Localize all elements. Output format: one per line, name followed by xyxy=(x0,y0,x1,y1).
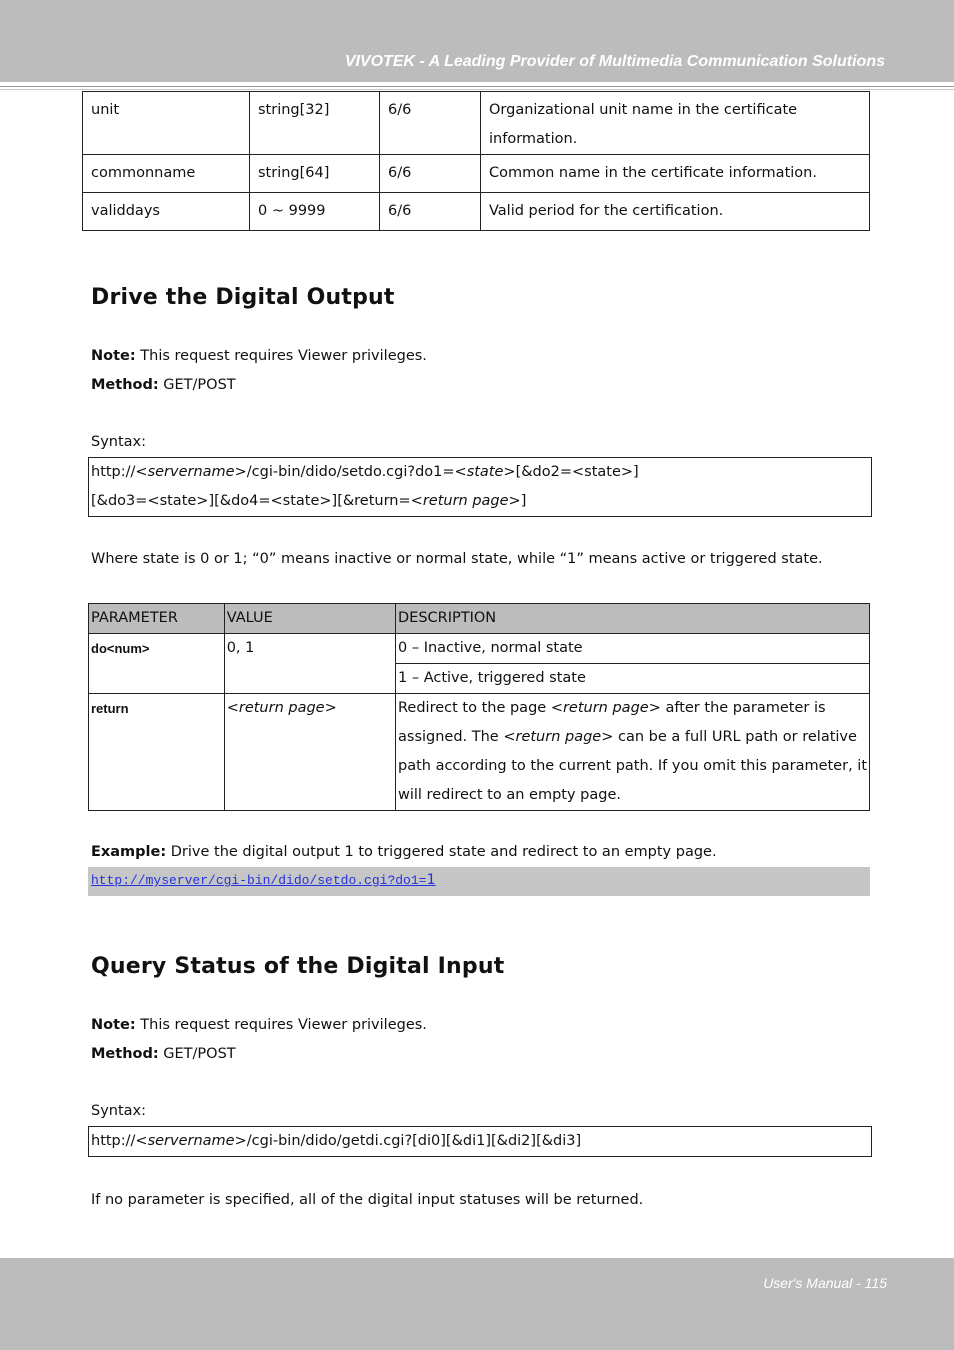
syntax-placeholder: servername xyxy=(147,464,235,480)
syntax-text: [&do3=<state>][&do4=<state>][&return=< xyxy=(91,493,423,509)
desc-line: information. xyxy=(489,131,578,147)
desc-text: path according to the current path. If you omit this parameter, it xyxy=(398,758,867,774)
syntax-text: http://< xyxy=(91,464,148,480)
example-text: Drive the digital output 1 to triggered state and redirect to an empty page. xyxy=(166,844,717,860)
note-label: Note: xyxy=(91,348,136,364)
note-text: This request requires Viewer privileges. xyxy=(135,348,427,364)
param-access: 6/6 xyxy=(380,193,481,231)
table-header-row xyxy=(89,604,870,634)
table-row xyxy=(89,634,870,664)
header-divider-light xyxy=(0,89,954,90)
header-divider xyxy=(0,86,954,87)
header-title: VIVOTEK - A Leading Provider of Multimedia Communication Solutions xyxy=(344,53,885,70)
method-label: Method: xyxy=(91,377,159,393)
note-label: Note: xyxy=(91,1017,136,1033)
syntax-line xyxy=(91,487,871,516)
param-type: string[32] xyxy=(250,92,380,155)
note-text: This request requires Viewer privileges. xyxy=(135,1017,427,1033)
syntax-placeholder: state xyxy=(466,464,504,480)
param-type: string[64] xyxy=(250,155,380,193)
desc-text: will redirect to an empty page. xyxy=(398,787,621,803)
certificate-parameter-table xyxy=(82,91,870,231)
method-text: GET/POST xyxy=(158,377,236,393)
method-line xyxy=(91,377,236,393)
section-heading-drive-output: Drive the Digital Output xyxy=(91,285,395,310)
table-row xyxy=(89,694,870,811)
param-description: 1 – Active, triggered state xyxy=(396,664,870,694)
method-line xyxy=(91,1046,236,1062)
syntax-box xyxy=(88,1126,872,1157)
desc-text: Redirect to the page xyxy=(398,700,551,716)
page-number: User's Manual - 115 xyxy=(763,1275,887,1291)
param-name: return xyxy=(89,694,225,811)
param-value: 0, 1 xyxy=(224,634,395,694)
syntax-text: >/cgi-bin/dido/getdi.cgi?[di0][&di1][&di2][&di3] xyxy=(234,1133,582,1149)
param-description: Common name in the certificate information. xyxy=(481,155,870,193)
example-url-tail: 1 xyxy=(426,872,436,888)
example-url-link[interactable] xyxy=(91,872,436,888)
syntax-label: Syntax: xyxy=(91,1103,147,1119)
desc-text: assigned. The xyxy=(398,729,504,745)
method-text: GET/POST xyxy=(158,1046,236,1062)
example-line xyxy=(91,844,717,860)
param-name: do<num> xyxy=(89,634,225,694)
example-url: http://myserver/cgi-bin/dido/setdo.cgi?do1= xyxy=(91,873,427,888)
param-type: 0 ~ 9999 xyxy=(250,193,380,231)
param-value: <return page> xyxy=(224,694,395,811)
syntax-box xyxy=(88,457,872,517)
desc-line: Organizational unit name in the certificate xyxy=(489,102,798,118)
column-header: PARAMETER xyxy=(89,604,225,634)
example-label: Example: xyxy=(91,844,167,860)
section-heading-query-input: Query Status of the Digital Input xyxy=(91,954,505,979)
param-name: unit xyxy=(83,92,250,155)
note-line xyxy=(91,1017,427,1033)
table-row xyxy=(83,193,870,231)
syntax-label: Syntax: xyxy=(91,434,147,450)
column-header: DESCRIPTION xyxy=(396,604,870,634)
param-access: 6/6 xyxy=(380,92,481,155)
syntax-text: http://< xyxy=(91,1133,148,1149)
default-behavior-note: If no parameter is specified, all of the digital input statuses will be returned. xyxy=(91,1192,644,1208)
desc-text: after the parameter is xyxy=(660,700,826,716)
syntax-placeholder: servername xyxy=(147,1133,235,1149)
desc-text: can be a full URL path or relative xyxy=(613,729,857,745)
param-description xyxy=(481,92,870,155)
syntax-placeholder: return page xyxy=(422,493,509,509)
note-line xyxy=(91,348,427,364)
setdo-parameter-table xyxy=(88,603,870,811)
param-name: validdays xyxy=(83,193,250,231)
param-description: Valid period for the certification. xyxy=(481,193,870,231)
param-description: 0 – Inactive, normal state xyxy=(396,634,870,664)
desc-placeholder: <return page> xyxy=(550,700,661,716)
syntax-line xyxy=(91,458,871,487)
table-row xyxy=(83,92,870,155)
method-label: Method: xyxy=(91,1046,159,1062)
desc-placeholder: <return page> xyxy=(503,729,614,745)
state-explanation: Where state is 0 or 1; “0” means inactive or normal state, while “1” means active or triggered state. xyxy=(91,551,823,567)
syntax-text: >/cgi-bin/dido/setdo.cgi?do1=< xyxy=(234,464,467,480)
param-access: 6/6 xyxy=(380,155,481,193)
param-description xyxy=(396,694,870,811)
param-name: commonname xyxy=(83,155,250,193)
table-row xyxy=(83,155,870,193)
column-header: VALUE xyxy=(224,604,395,634)
syntax-text: >[&do2=<state>] xyxy=(503,464,639,480)
syntax-line xyxy=(91,1127,871,1156)
footer-band xyxy=(0,1258,954,1350)
syntax-text: >] xyxy=(508,493,527,509)
